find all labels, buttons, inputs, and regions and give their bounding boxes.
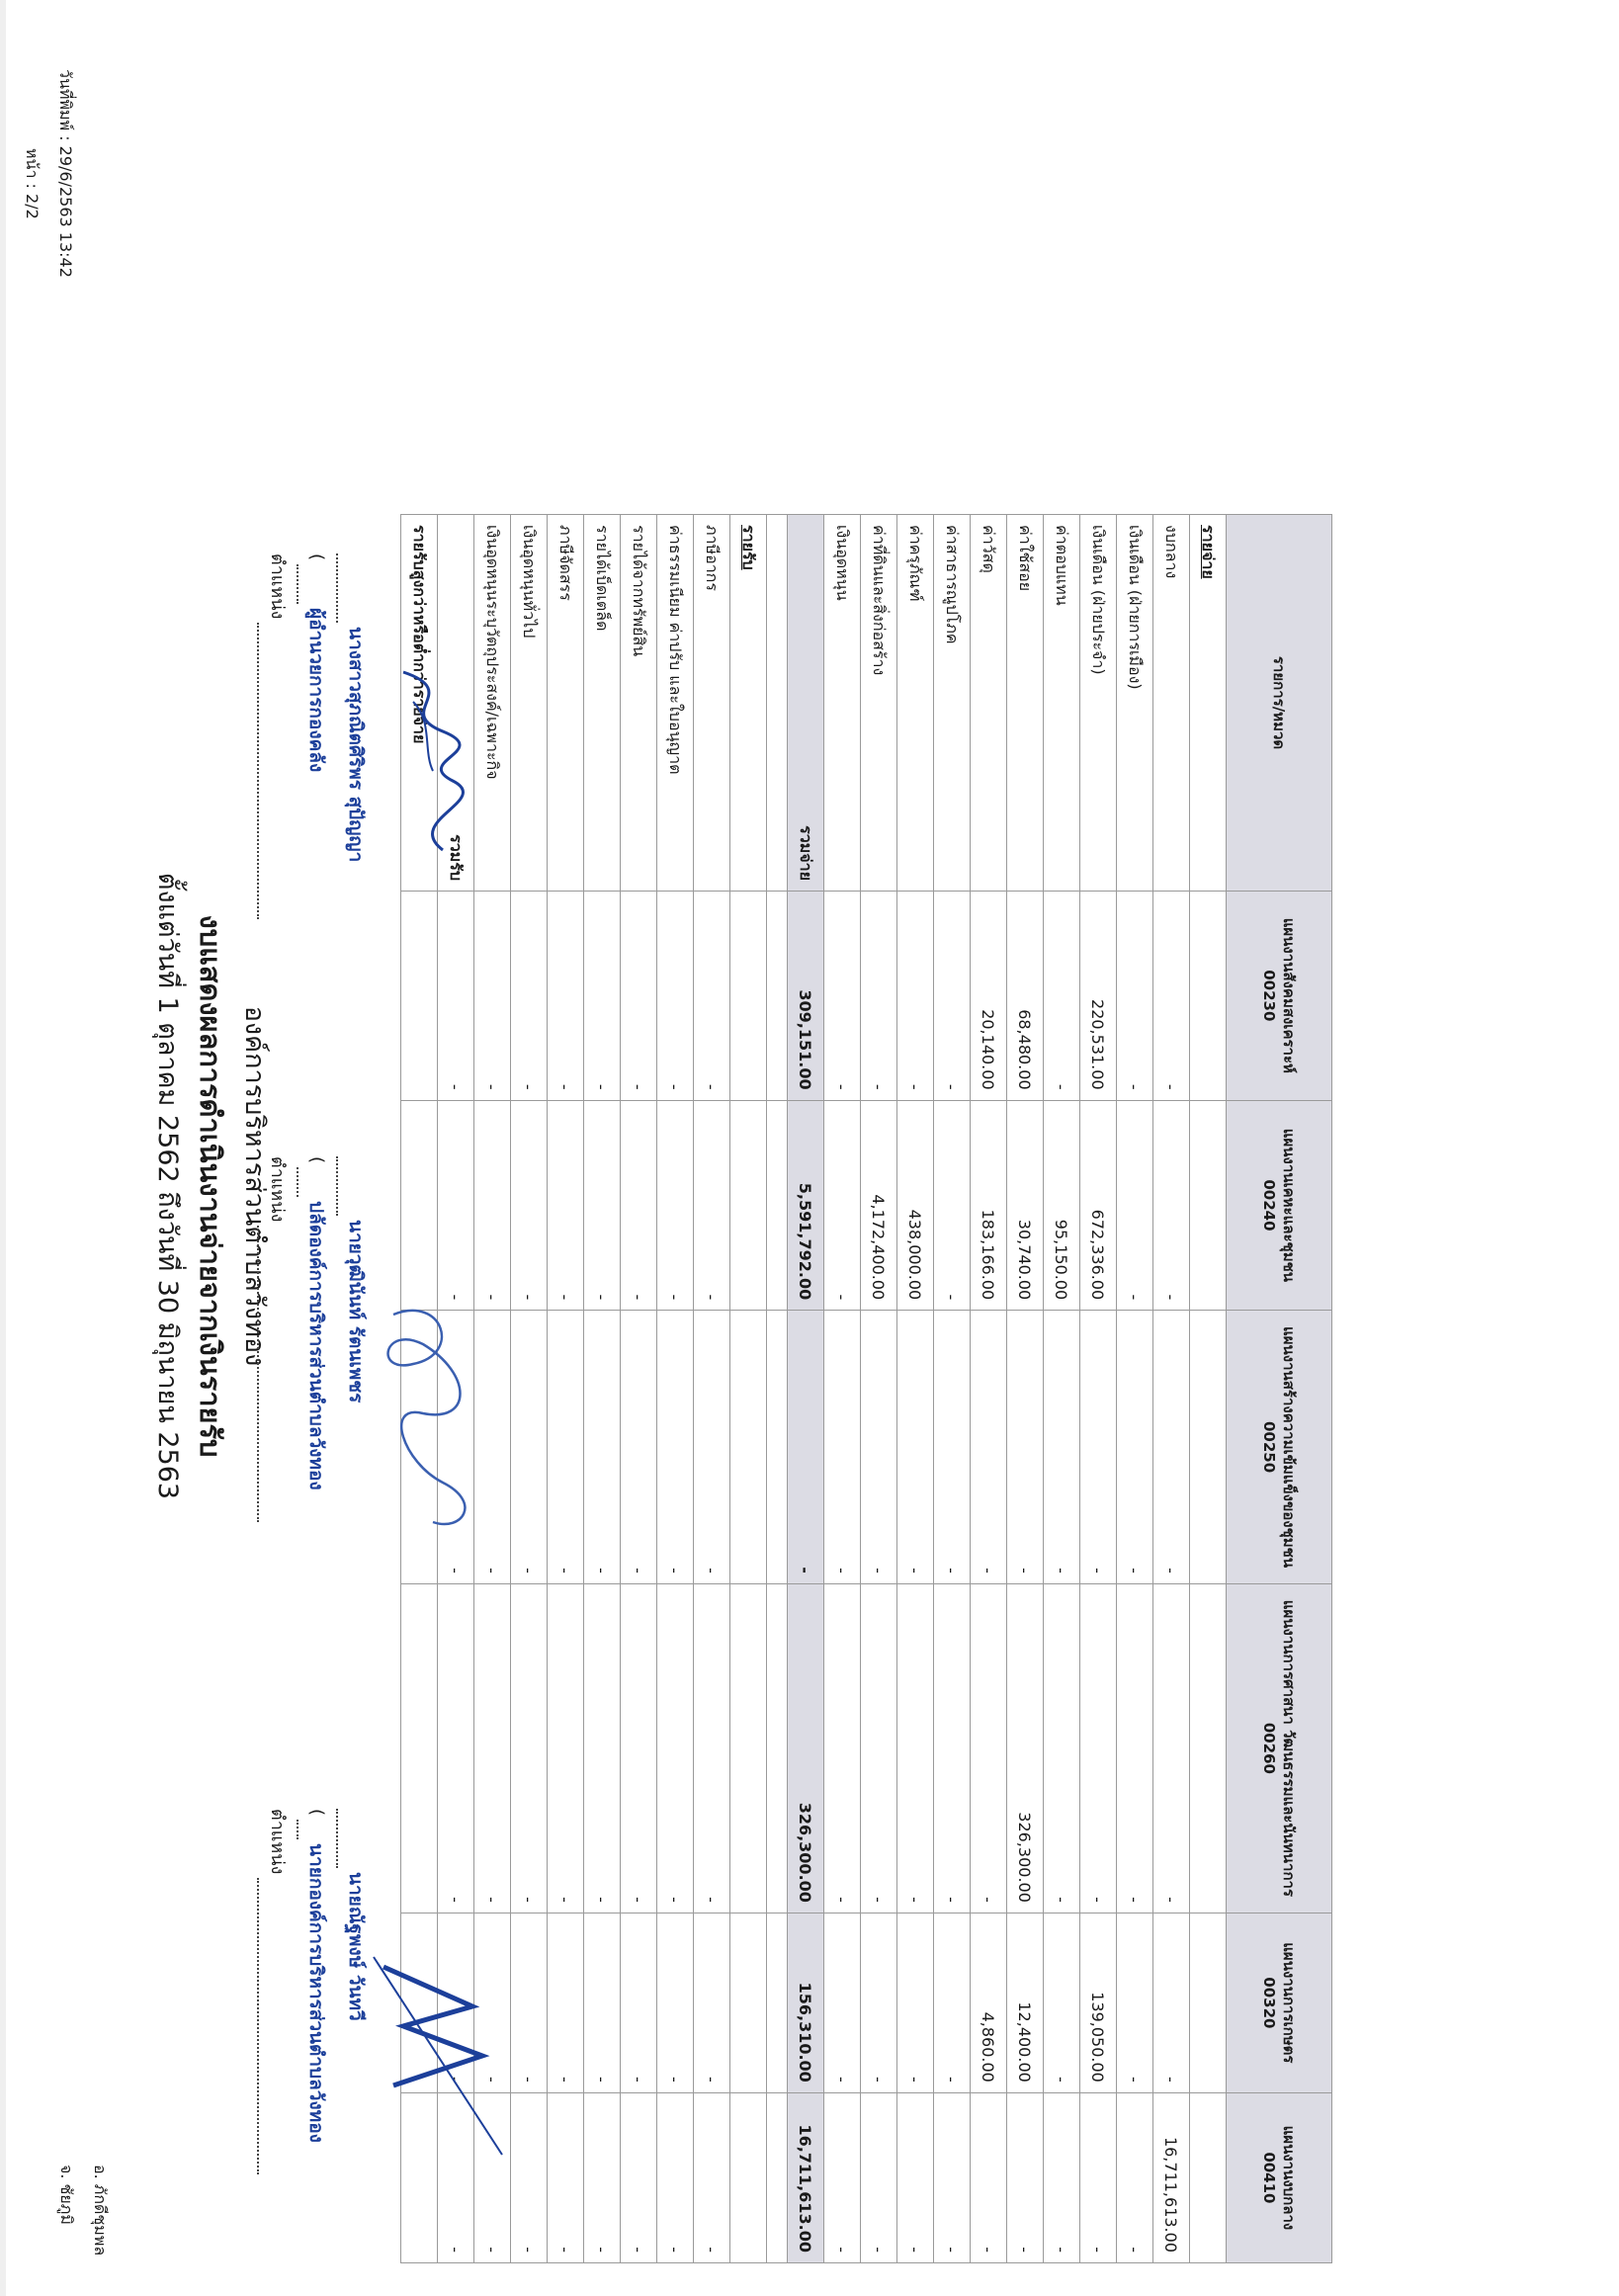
table-row <box>971 515 1007 2263</box>
table-cell: - <box>474 1100 511 1311</box>
period-title: ตั้งแต่วันที่ 1 ตุลาคม 2562 ถึงวันที่ 30 มิถุนายน 2563 <box>152 872 183 1500</box>
spacer-cell <box>767 2092 788 2262</box>
table-cell: - <box>694 1311 730 1584</box>
table-cell <box>730 1583 767 1913</box>
table-cell: 95,150.00 <box>1044 1100 1080 1311</box>
table-cell: - <box>897 2092 934 2262</box>
row-label: เงินอุดหนุนทั่วไป <box>511 515 548 892</box>
table-row <box>584 515 621 2263</box>
table-cell: - <box>657 1100 694 1311</box>
page-number: หน้า : 2/2 <box>23 148 42 219</box>
table-cell: - <box>897 1913 934 2092</box>
table-cell: - <box>511 1100 548 1311</box>
table-cell <box>1190 1100 1227 1311</box>
table-cell: - <box>934 892 971 1101</box>
section-row <box>1190 515 1227 2263</box>
table-cell: - <box>438 2092 474 2262</box>
row-label: ภาษีอากร <box>694 515 730 892</box>
table-cell: 68,480.00 <box>1007 892 1044 1101</box>
table-row <box>1117 515 1153 2263</box>
table-cell: - <box>438 892 474 1101</box>
table-row <box>897 515 934 2263</box>
table-cell: - <box>861 1311 897 1584</box>
table-cell: - <box>511 1311 548 1584</box>
table-cell: - <box>584 892 621 1101</box>
table-cell: - <box>897 892 934 1101</box>
table-cell: - <box>934 2092 971 2262</box>
table-cell: - <box>694 1583 730 1913</box>
signer-name: นางสาวสุภณิตศิริพร สุปัญญา <box>345 627 367 863</box>
row-label: รายได้เบ็ดเตล็ด <box>584 515 621 892</box>
column-header-plan: แผนงานสร้างความเข้มแข็งของชุมชน 00250 <box>1227 1311 1332 1584</box>
table-cell: - <box>438 1583 474 1913</box>
table-cell: - <box>934 1583 971 1913</box>
table-cell: 309,151.00 <box>788 892 824 1101</box>
table-cell: - <box>657 1311 694 1584</box>
table-cell: 12,400.00 <box>1007 1913 1044 2092</box>
table-cell: - <box>934 1100 971 1311</box>
table-cell: - <box>971 1311 1007 1584</box>
column-header-plan: แผนงานเคหะและชุมชน 00240 <box>1227 1100 1332 1311</box>
table-cell: 438,000.00 <box>897 1100 934 1311</box>
table-cell: - <box>621 1100 657 1311</box>
row-label: รายรับสูงกว่าหรือต่ำกว่ารายจ่าย <box>401 515 438 892</box>
table-cell: - <box>511 892 548 1101</box>
table-cell: - <box>438 1100 474 1311</box>
table-row <box>548 515 584 2263</box>
table-row <box>861 515 897 2263</box>
table-cell <box>1190 1913 1227 2092</box>
table-cell: - <box>1044 1311 1080 1584</box>
table-row <box>1044 515 1080 2263</box>
table-cell: - <box>1007 1311 1044 1584</box>
table-cell: - <box>694 1913 730 2092</box>
table-cell <box>1190 2092 1227 2262</box>
table-cell: - <box>861 892 897 1101</box>
table-cell: - <box>548 1583 584 1913</box>
table-cell: - <box>694 2092 730 2262</box>
row-label: ค่าครุภัณฑ์ <box>897 515 934 892</box>
report-table <box>400 514 1332 2263</box>
table-cell: - <box>861 2092 897 2262</box>
table-cell: - <box>1044 892 1080 1101</box>
report-title: งบแสดงผลการดำเนินงานจ่ายจากเงินรายรับ <box>194 914 227 1458</box>
table-cell: - <box>1153 1100 1190 1311</box>
table-cell: - <box>1007 2092 1044 2262</box>
signer-name: นายวุฒินันท์ รัตนเพชร <box>345 1220 367 1403</box>
table-cell <box>730 1311 767 1584</box>
table-cell: - <box>1153 1913 1190 2092</box>
signer-position: ผู้อำนวยการกองคลัง <box>305 608 327 773</box>
spacer-row <box>767 515 788 2263</box>
spacer-cell <box>767 515 788 892</box>
table-cell: - <box>657 1913 694 2092</box>
table-row <box>1153 515 1190 2263</box>
table-cell: - <box>548 1913 584 2092</box>
table-cell: - <box>438 1913 474 2092</box>
table-cell: - <box>934 1913 971 2092</box>
spacer-cell <box>767 1100 788 1311</box>
table-cell: 672,336.00 <box>1080 1100 1117 1311</box>
report-titles <box>146 692 275 1680</box>
table-cell: - <box>694 1100 730 1311</box>
district-text: อ. ภักดีชุมพล <box>91 2165 110 2256</box>
signature-block-finance: นางสาวสุภณิตศิริพร สุปัญญา ( ผู้อำนวยการกองคลัง ตำแหน่ง <box>257 553 463 978</box>
table-cell: - <box>511 2092 548 2262</box>
table-cell: - <box>511 1583 548 1913</box>
table-cell: - <box>584 1913 621 2092</box>
table-cell: - <box>1117 1100 1153 1311</box>
row-label: เงินเดือน (ฝ่ายประจำ) <box>1080 515 1117 892</box>
table-cell: 139,050.00 <box>1080 1913 1117 2092</box>
table-cell: - <box>548 1100 584 1311</box>
expense-total-row <box>788 515 824 2263</box>
table-cell <box>730 2092 767 2262</box>
column-header-plan: แผนงานงบกลาง 00410 <box>1227 2092 1332 2262</box>
signature-block-deputy: นายวุฒินันท์ รัตนเพชร ( ปลัดองค์การบริหารส่วนตำบลวังทอง ตำแหน่ง <box>257 1156 463 1581</box>
signer-position: นายกองค์การบริหารส่วนตำบลวังทอง <box>305 1843 327 2143</box>
table-cell: 20,140.00 <box>971 892 1007 1101</box>
header-left <box>49 2165 117 2255</box>
table-cell: - <box>511 1913 548 2092</box>
handwritten-signature-icon <box>383 662 472 860</box>
table-cell: - <box>657 2092 694 2262</box>
table-cell: - <box>897 1583 934 1913</box>
table-cell: - <box>1153 1311 1190 1584</box>
table-cell: - <box>621 1311 657 1584</box>
table-cell: - <box>1044 1913 1080 2092</box>
table-cell: - <box>824 1913 861 2092</box>
table-cell: - <box>824 892 861 1101</box>
table-cell: - <box>584 1311 621 1584</box>
table-cell <box>1190 1311 1227 1584</box>
header-right <box>15 69 82 425</box>
spacer-cell <box>767 1311 788 1584</box>
table-cell: 183,166.00 <box>971 1100 1007 1311</box>
row-label: เงินอุดหนุน <box>824 515 861 892</box>
table-cell: - <box>1080 1311 1117 1584</box>
row-label: รวมจ่าย <box>788 515 824 892</box>
column-header-plan: แผนงานการเกษตร 00320 <box>1227 1913 1332 2092</box>
table-row <box>694 515 730 2263</box>
spacer-cell <box>767 1913 788 2092</box>
table-cell <box>1190 892 1227 1101</box>
table-cell <box>1190 1583 1227 1913</box>
table-cell: - <box>1117 2092 1153 2262</box>
row-label: ค่าวัสดุ <box>971 515 1007 892</box>
table-cell: - <box>1153 892 1190 1101</box>
section-row <box>730 515 767 2263</box>
table-cell: - <box>934 1311 971 1584</box>
row-label: ภาษีจัดสรร <box>548 515 584 892</box>
signer-name: นายณัฐพงษ์ วันทวี <box>345 1872 367 2021</box>
table-cell: - <box>824 2092 861 2262</box>
table-cell: 220,531.00 <box>1080 892 1117 1101</box>
row-label: งบกลาง <box>1153 515 1190 892</box>
table-cell: - <box>897 1311 934 1584</box>
table-body <box>401 515 1227 2263</box>
row-label: ค่าใช้สอย <box>1007 515 1044 892</box>
position-label: ตำแหน่ง <box>267 1156 288 1223</box>
table-cell: - <box>1117 1583 1153 1913</box>
table-cell: - <box>474 1913 511 2092</box>
row-label: ค่าธรรมเนียม ค่าปรับ และใบอนุญาต <box>657 515 694 892</box>
table-cell: 326,300.00 <box>1007 1583 1044 1913</box>
table-cell: - <box>861 1583 897 1913</box>
table-cell: - <box>971 2092 1007 2262</box>
table-cell: 4,172,400.00 <box>861 1100 897 1311</box>
table-cell: - <box>824 1100 861 1311</box>
table-cell: - <box>474 1311 511 1584</box>
table-cell: - <box>474 1583 511 1913</box>
table-cell: - <box>474 2092 511 2262</box>
table-cell <box>730 1100 767 1311</box>
table-cell: - <box>861 1913 897 2092</box>
section-label: รายรับ <box>730 515 767 892</box>
table-row <box>621 515 657 2263</box>
table-cell: - <box>788 1311 824 1584</box>
row-label: ค่าที่ดินและสิ่งก่อสร้าง <box>861 515 897 892</box>
table-cell: 30,740.00 <box>1007 1100 1044 1311</box>
table-header <box>1227 515 1332 2263</box>
table-row <box>824 515 861 2263</box>
table-cell: - <box>694 892 730 1101</box>
table-cell: - <box>438 1311 474 1584</box>
table-cell: - <box>971 1583 1007 1913</box>
table-cell: - <box>621 1583 657 1913</box>
row-label: ค่าสาธารณูปโภค <box>934 515 971 892</box>
table-cell: - <box>548 1311 584 1584</box>
print-date: วันที่พิมพ์ : 29/6/2563 13:42 <box>56 69 75 278</box>
table-cell: - <box>1153 1583 1190 1913</box>
table-cell: - <box>621 2092 657 2262</box>
signature-block-mayor: นายณัฐพงษ์ วันทวี ( นายกองค์การบริหารส่วนตำบลวังทอง ตำแหน่ง <box>257 1809 463 2234</box>
org-title: องค์การบริหารส่วนตำบลวังทอง <box>239 1005 270 1367</box>
row-label: รายได้จากทรัพย์สิน <box>621 515 657 892</box>
column-header-plan: แผนงานสังคมสงเคราะห์ 00230 <box>1227 892 1332 1101</box>
table-cell: - <box>1080 2092 1117 2262</box>
table-cell <box>730 892 767 1101</box>
table-cell: - <box>824 1311 861 1584</box>
column-header-category: รายการ/หมวด <box>1227 515 1332 892</box>
table-cell: - <box>621 1913 657 2092</box>
table-cell: - <box>1080 1583 1117 1913</box>
table-cell: 5,591,792.00 <box>788 1100 824 1311</box>
table-cell: - <box>548 892 584 1101</box>
table-cell: - <box>584 1100 621 1311</box>
table-row <box>1080 515 1117 2263</box>
table-row <box>1007 515 1044 2263</box>
handwritten-signature-icon <box>364 1947 512 2165</box>
table-cell: - <box>548 2092 584 2262</box>
table-cell: - <box>621 892 657 1101</box>
table-cell: 4,860.00 <box>971 1913 1007 2092</box>
table-cell: - <box>1117 892 1153 1101</box>
section-label: รายจ่าย <box>1190 515 1227 892</box>
table-row <box>511 515 548 2263</box>
position-label: ตำแหน่ง <box>267 553 288 620</box>
table-cell: 16,711,613.00 <box>788 2092 824 2262</box>
position-label: ตำแหน่ง <box>267 1809 288 1875</box>
table-cell: 16,711,613.00 <box>1153 2092 1190 2262</box>
table-cell: - <box>1044 1583 1080 1913</box>
province-text: จ. ชัยภูมิ <box>57 2165 76 2225</box>
row-label: ค่าตอบแทน <box>1044 515 1080 892</box>
table-row <box>657 515 694 2263</box>
row-label: เงินเดือน (ฝ่ายการเมือง) <box>1117 515 1153 892</box>
row-label: รวมรับ <box>438 515 474 892</box>
table-cell: 156,310.00 <box>788 1913 824 2092</box>
table-cell: - <box>657 892 694 1101</box>
table-cell: - <box>1117 1913 1153 2092</box>
table-cell: 326,300.00 <box>788 1583 824 1913</box>
column-header-plan: แผนงานการศาสนา วัฒนธรรมและนันทนาการ 00260 <box>1227 1583 1332 1913</box>
table-cell: - <box>1044 2092 1080 2262</box>
table-cell: - <box>584 2092 621 2262</box>
table-cell: - <box>657 1583 694 1913</box>
table-cell: - <box>474 892 511 1101</box>
table-cell: - <box>584 1583 621 1913</box>
table-cell <box>730 1913 767 2092</box>
table-row <box>934 515 971 2263</box>
row-label: เงินอุดหนุนระบุวัตถุประสงค์/เฉพาะกิจ <box>474 515 511 892</box>
spacer-cell <box>767 892 788 1101</box>
table-cell: - <box>1117 1311 1153 1584</box>
handwritten-signature-icon <box>364 1285 502 1542</box>
spacer-cell <box>767 1583 788 1913</box>
signer-position: ปลัดองค์การบริหารส่วนตำบลวังทอง <box>305 1201 327 1490</box>
table-cell: - <box>824 1583 861 1913</box>
